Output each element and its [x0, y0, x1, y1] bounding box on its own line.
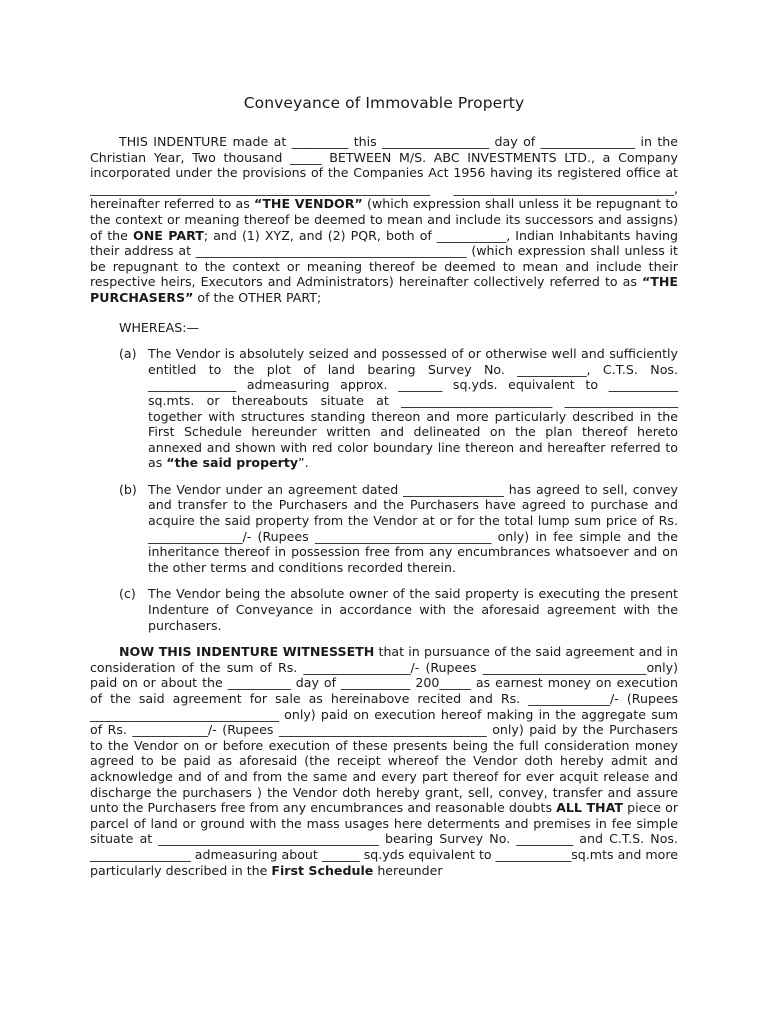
clause-c-label: (c) — [119, 586, 136, 602]
witnesseth-paragraph: NOW THIS INDENTURE WITNESSETH that in pursuance of the said agreement and in consideration of the sum of Rs. _________________/- (Rupees __________________________only) paid on or about the __________ day of ___________ 200_____ as earnest money on execution of the said agreement for sale as hereinabove recited and Rs. _____________/- (Rupees ______________________________ only) paid on execution hereof making in the aggregate sum of Rs. ____________/- (Rupees _________________________________ only) paid by the Purchasers to the Vendor on or before execution of these presents being the full consideration money agreed to be paid as aforesaid (the receipt whereof the Vendor doth hereby admit and acknowledge and of and from the same and every part thereof for ever acquit release and discharge the purchasers ) the Vendor doth hereby grant, sell, convey, transfer and assure unto the Purchasers free from any encumbrances and reasonable doubts ALL THAT piece or parcel of land or ground with the mass usages here determents and premises in fee simple situate at ___________________________________ bearing Survey No. _________ and C.T.S. Nos. ________________ admeasuring about ______ sq.yds equivalent to ____________sq.mts and more particularly described in the First Schedule hereunder — [90, 644, 678, 878]
clause-c — [119, 586, 678, 633]
document-title: Conveyance of Immovable Property — [243, 94, 525, 112]
clause-a-label: (a) — [119, 346, 137, 362]
witnesseth-heading: NOW THIS INDENTURE WITNESSETH — [119, 644, 375, 660]
whereas-heading: WHEREAS:— — [119, 319, 200, 335]
first-schedule-term: First Schedule — [271, 862, 374, 878]
clause-a — [119, 346, 678, 471]
clause-a-text: The Vendor is absolutely seized and possessed of or otherwise well and sufficiently entitled to the plot of land bearing Survey No. ___________, C.T.S. Nos. ______________ admeasuring approx. _______ sq.yds. equivalent to ___________ sq.mts. or thereabouts situate at ________________________ __________________ together with structures standing thereon and more particularly described in the First Schedule hereunder written and delineated on the plan thereof hereto annexed and shown with red color boundary line thereon and hereafter referred to as “the said property”. — [148, 346, 678, 471]
said-property-term: “the said property — [166, 455, 299, 471]
purchasers-term: “THE PURCHASERS” — [90, 274, 678, 305]
clause-b-label: (b) — [119, 481, 137, 497]
one-part-term: ONE PART — [132, 227, 204, 243]
vendor-term: “THE VENDOR” — [254, 196, 363, 212]
p1-text-e: ; and (1) XYZ, and (2) PQR, both of ___________, Indian Inhabitants having their address at ___________________________________________ (which expression shall unless it be repugnant to the context or meaning thereof be deemed to mean and include their respective heirs, Executors and Administrators) hereinafter collectively referred to as — [90, 227, 678, 290]
p1-text-c: (which expression shall unless it be repugnant to the context or meaning thereof be deemed to mean and include its successors and assigns) of the — [90, 196, 678, 243]
p1-text-g: of the OTHER PART; — [193, 289, 322, 305]
indenture-parties-paragraph — [90, 134, 678, 306]
p1-text-a: THIS INDENTURE made at _________ this _________________ day of _______________ in the Christian Year, Two thousand _____ BETWEEN M/S. ABC INVESTMENTS LTD., a Company incorporated under the provisions of the Companies Act 1956 having its registered office at ______________________________________________________ ___________________________________, hereinafter referred to as — [90, 134, 678, 212]
all-that-term: ALL THAT — [556, 800, 623, 816]
clause-b — [119, 482, 678, 576]
clause-c-text: The Vendor being the absolute owner of the said property is executing the present Indenture of Conveyance in accordance with the aforesaid agreement with the purchasers. — [148, 586, 678, 633]
clause-b-text: The Vendor under an agreement dated ________________ has agreed to sell, convey and transfer to the Purchasers and the Purchasers have agreed to purchase and acquire the said property from the Vendor at or for the total lump sum price of Rs. _______________/- (Rupees ____________________________ only) in fee simple and the inheritance thereof in possession free from any encumbrances whatsoever and on the other terms and conditions recorded therein. — [148, 481, 678, 575]
